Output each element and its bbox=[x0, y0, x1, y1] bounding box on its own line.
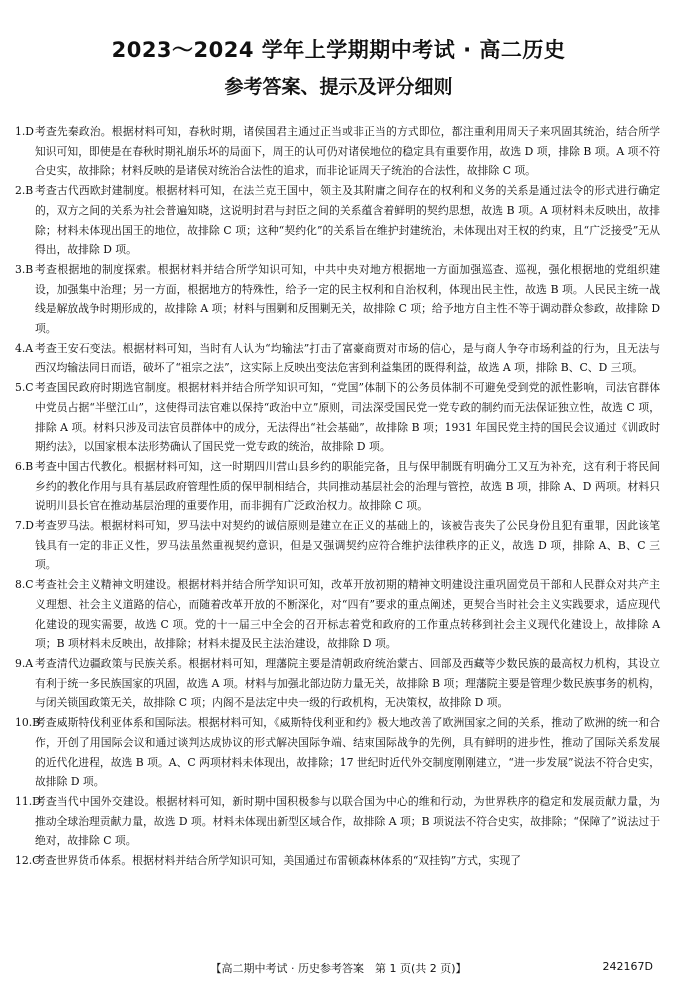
answer-number: 1.D bbox=[15, 125, 34, 138]
answer-list bbox=[15, 122, 660, 871]
answer-item bbox=[15, 378, 660, 457]
answer-item bbox=[15, 457, 660, 516]
answer-text: 考查罗马法。根据材料可知，罗马法中对契约的诚信原则是建立在正义的基础上的，该被告丧失了公民身份且犯有重罪，因此该笔钱具有一定的非正义性，罗马法虽然重视契约意识，但是又强调契约应符合维护法律秩序的正义，故选 D 项，排除 A、B、C 三项。 bbox=[35, 519, 660, 572]
answer-text: 考查清代边疆政策与民族关系。根据材料可知，理藩院主要是清朝政府统治蒙古、回部及西藏等少数民族的最高权力机构，其设立有利于统一多民族国家的巩固，故选 A 项。材料与加强北部边防力量无关，故排除 B 项；理藩院主要是管理少数民族事务的机构，与闭关锁国政策无关，故排除 C 项；内阁不是法定中央一级的行政机构，无决策权，故排除 D 项。 bbox=[35, 656, 660, 710]
answer-text: 考查古代西欧封建制度。根据材料可知，在法兰克王国中，领主及其附庸之间存在的权利和义务的关系是通过法令的形式进行确定的，双方之间的关系为社会普遍知晓，这说明封君与封臣之间的关系蕴含着鲜明的契约思想，故选 B 项。A 项材料未反映出，故排除；材料未体现出国王的地位，故排除 C 项；这种“契约化”的关系旨在维护封建统治，未体现出对王权的约束，且“广泛接受”无从得出，故排除 D 项。 bbox=[35, 184, 660, 257]
answer-item bbox=[15, 713, 660, 792]
answer-item bbox=[15, 851, 660, 871]
answer-text: 考查社会主义精神文明建设。根据材料并结合所学知识可知，改革开放初期的精神文明建设注重巩固党员干部和人民群众对共产主义理想、社会主义道路的信心，而随着改革开放的不断深化，对“四有”要求的重点阐述，更契合当时社会主义实践要求，适应现代化建设的现实需要，故选 C 项。党的十一届三中全会的召开标志着党和政府的工作重点转移到社会主义现代化建设上，故排除 A 项；B 项材料未反映出，故排除；材料未提及民主法治建设，故排除 D 项。 bbox=[35, 578, 660, 651]
answer-item bbox=[15, 260, 660, 339]
answer-number: 2.B bbox=[15, 184, 34, 198]
answer-item bbox=[15, 516, 660, 575]
answer-text: 考查国民政府时期选官制度。根据材料并结合所学知识可知，“党国”体制下的公务员体制不可避免受到党的派性影响，司法官群体中党员占据“半壁江山”，这使得司法官难以保持“政治中立”原则，司法深受国民党一党专政的制约而无法保证独立性，故选 C 项，排除 A 项。材料只涉及司法官员群体中的成分，无法得出“社会基础”，故排除 B 项；1931 年国民党主持的国民会议通过《训政时期约法》，以国家根本法形势确认了国民党一党专政的统治，故排除 D 项。 bbox=[35, 381, 660, 454]
answer-item bbox=[15, 122, 660, 181]
answer-item bbox=[15, 575, 660, 654]
footer-doc-label: 【高二期中考试 · 历史参考答案 第 1 页(共 2 页)】 bbox=[210, 962, 467, 975]
answer-text: 考查先秦政治。根据材料可知，春秋时期，诸侯国君主通过正当或非正当的方式即位，都注重利用周天子来巩固其统治，结合所学知识可知，即使是在春秋时期礼崩乐坏的局面下，周王的认可仍对诸侯地位的稳定具有重要作用，故选 D 项，排除 B 项。A 项不符合史实，故排除；材料反映的是诸侯对统治合法性的追求，而非论证周天子统治的合法性，故排除 C 项。 bbox=[35, 125, 660, 178]
answer-number: 12.C bbox=[15, 854, 41, 868]
answer-item bbox=[15, 792, 660, 851]
answer-number: 4.A bbox=[15, 341, 34, 355]
answer-text: 考查世界货币体系。根据材料并结合所学知识可知，美国通过布雷顿森林体系的“双挂钩”方式，实现了 bbox=[35, 854, 522, 868]
answer-text: 考查王安石变法。根据材料可知，当时有人认为“均输法”打击了富豪商贾对市场的信心，是与商人争夺市场利益的行为，且无法与西汉均输法同日而语，破坏了“祖宗之法”，这实际上反映出变法危害到利益集团的既得利益，故选 A 项，排除 B、C、D 三项。 bbox=[35, 341, 660, 375]
answer-number: 9.A bbox=[15, 656, 34, 670]
answer-item bbox=[15, 181, 660, 260]
answer-number: 11.D bbox=[15, 794, 41, 808]
answer-item bbox=[15, 339, 660, 378]
answer-text: 考查根据地的制度探索。根据材料并结合所学知识可知，中共中央对地方根据地一方面加强巡查、巡视，强化根据地的党组织建设，加强集中治理；另一方面，根据地方的特殊性，给予一定的民主权利和自治权利，体现出民主性，故选 B 项。人民民主统一战线是解放战争时期形成的，故排除 A 项；材料与围剿和反围剿无关，故排除 C 项；给予地方自主性不等于调动群众参政，故排除 D 项。 bbox=[35, 262, 660, 336]
footer-code: 242167D bbox=[602, 960, 653, 973]
answer-number: 7.D bbox=[15, 519, 34, 533]
page-footer bbox=[0, 960, 677, 980]
page-subtitle: 参考答案、提示及评分细则 bbox=[224, 76, 453, 98]
answer-text: 考查当代中国外交建设。根据材料可知，新时期中国积极参与以联合国为中心的维和行动，为世界秩序的稳定和发展贡献力量，为推动全球治理贡献力量，故选 D 项。材料未体现出新型区域合作，故排除 A 项；B 项说法不符合史实，故排除；“保障了”说法过于绝对，故排除 C 项。 bbox=[35, 794, 660, 848]
answer-text: 考查中国古代教化。根据材料可知，这一时期四川营山县乡约的职能完备，且与保甲制既有明确分工又互为补充，这有利于将民间乡约的教化作用与具有基层政府管理性质的保甲制相结合，共同推动基层社会的治理与管控，故选 B 项，排除 A、D 两项。材料只说明川县长官在推动基层治理的重要作用，而非拥有广泛政治权力。故排除 C 项。 bbox=[35, 459, 660, 513]
answer-number: 3.B bbox=[15, 262, 34, 276]
answer-number: 10.B bbox=[15, 716, 41, 730]
answer-number: 8.C bbox=[15, 578, 34, 592]
page-title: 2023～2024 学年上学期期中考试 · 高二历史 bbox=[111, 38, 566, 62]
answer-text: 考查威斯特伐利亚体系和国际法。根据材料可知，《威斯特伐利亚和约》极大地改善了欧洲国家之间的关系，推动了欧洲的统一和合作，开创了用国际会议和通过谈判达成协议的形式解决国际争端、结束国际战争的先例，具有鲜明的进步性，推动了国际关系发展的近代化进程，故选 B 项。A、C 两项材料未体现出，故排除；17 世纪时近代外交制度刚刚建立，“进一步发展”说法不符合史实，故排除 D 项。 bbox=[35, 716, 660, 789]
answer-number: 6.B bbox=[15, 459, 34, 473]
answer-item bbox=[15, 654, 660, 713]
answer-number: 5.C bbox=[15, 381, 34, 395]
